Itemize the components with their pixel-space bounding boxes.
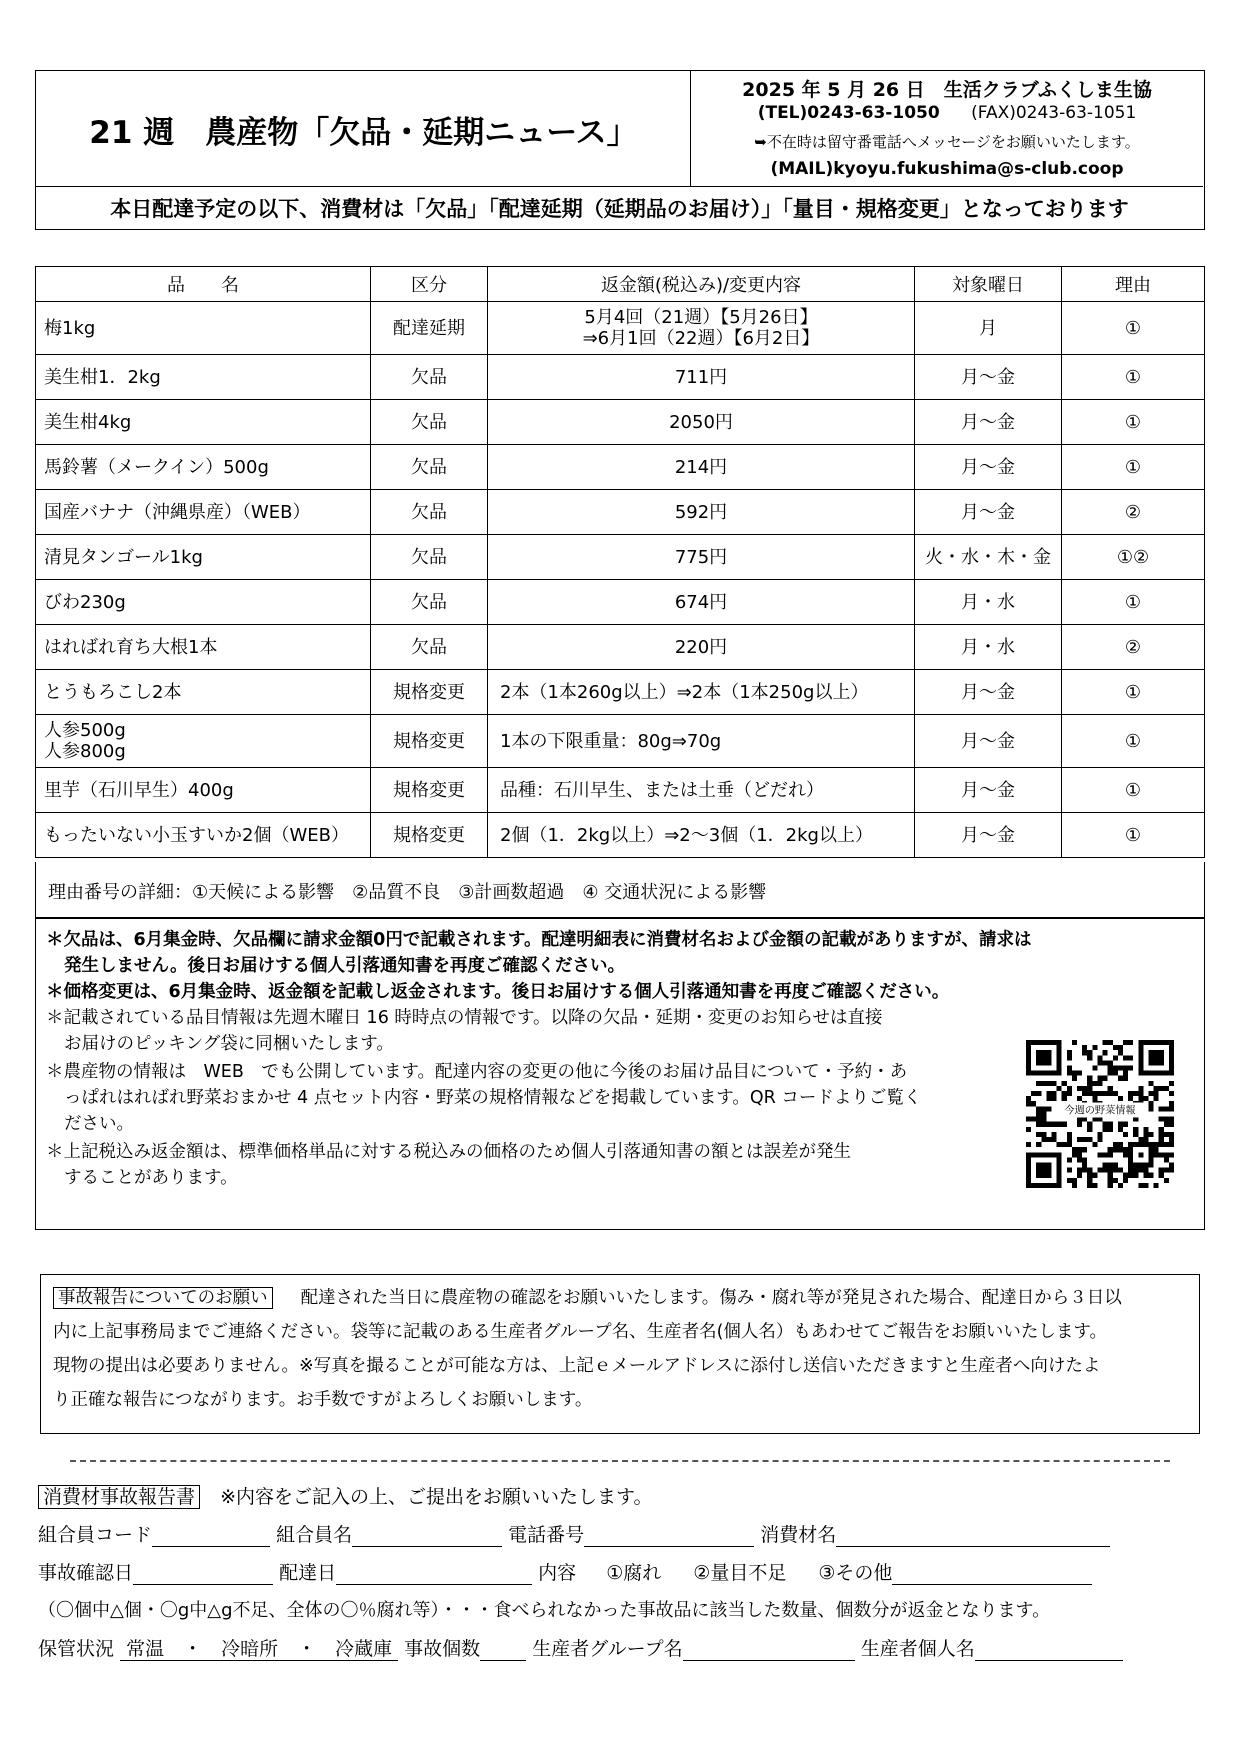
table-row <box>36 768 1205 813</box>
col-type: 区分 <box>371 267 488 302</box>
product-field[interactable] <box>836 1528 1110 1547</box>
reason-cell: ① <box>1062 670 1205 715</box>
item-name-cell: もったいない小玉すいか2個（WEB） <box>36 813 371 858</box>
form-header <box>38 1482 652 1509</box>
contact-cell <box>691 71 1203 187</box>
absence-note: ➥不在時は留守番電話へメッセージをお願いいたします。 <box>754 133 1140 151</box>
days-cell: 火・水・木・金 <box>915 535 1062 580</box>
accident-line-2: 内に上記事務局までご連絡ください。袋等に記載のある生産者グループ名、生産者名(個人名）もあわせてご報告をお願いいたします。 <box>53 1322 1108 1342</box>
note-info-1: ＊記載されている品目情報は先週木曜日 16 時時点の情報です。以降の欠品・延期・変更のお知らせは直接 <box>46 1008 883 1028</box>
detail-cell: 711円 <box>488 355 915 400</box>
reason-cell: ② <box>1062 490 1205 535</box>
category-cell: 欠品 <box>371 580 488 625</box>
page-title: 21 週 農産物「欠品・延期ニュース」 <box>89 114 638 151</box>
item-name-cell: 梅1kg <box>36 302 371 355</box>
notice-banner: 本日配達予定の以下、消費材は「欠品」「配達延期（延期品のお届け）」「量目・規格変更」となっております <box>110 196 1129 221</box>
days-cell: 月・水 <box>915 625 1062 670</box>
form-row-1 <box>38 1520 1110 1547</box>
category-cell: 欠品 <box>371 625 488 670</box>
days-cell: 月～金 <box>915 490 1062 535</box>
days-cell: 月～金 <box>915 768 1062 813</box>
delivery-date-field[interactable] <box>336 1566 532 1585</box>
cut-line <box>70 1460 1170 1462</box>
storage-label: 保管状況 <box>38 1638 115 1660</box>
item-name-cell: 里芋（石川早生）400g <box>36 768 371 813</box>
accident-request-box <box>40 1274 1200 1434</box>
table-row <box>36 813 1205 858</box>
accident-label: 事故報告についてのお願い <box>53 1287 273 1309</box>
table-row <box>36 670 1205 715</box>
note-shortage-2: 発生しません。後日お届けする個人引落通知書を再度ご確認ください。 <box>64 956 626 976</box>
note-web-1: ＊農産物の情報は WEB でも公開しています。配達内容の変更の他に今後のお届け品目について・予約・あ <box>46 1062 908 1082</box>
reason-cell: ① <box>1062 768 1205 813</box>
table-row <box>36 302 1205 355</box>
category-cell: 欠品 <box>371 355 488 400</box>
member-code-field[interactable] <box>152 1528 270 1547</box>
table-row <box>36 490 1205 535</box>
table-row <box>36 625 1205 670</box>
accident-line-1 <box>53 1281 1187 1315</box>
category-cell: 欠品 <box>371 400 488 445</box>
producer-name-field[interactable] <box>975 1642 1123 1661</box>
days-cell: 月・水 <box>915 580 1062 625</box>
confirm-date-field[interactable] <box>133 1566 273 1585</box>
member-name-label: 組合員名 <box>276 1524 353 1546</box>
category-cell: 規格変更 <box>371 813 488 858</box>
note-price: ＊価格変更は、6月集金時、返金額を記載し返金されます。後日お届けする個人引落通知書を再度ご確認ください。 <box>46 982 950 1002</box>
detail-cell: 2個（1．2kg以上）⇒2～3個（1．2kg以上） <box>488 813 915 858</box>
tel: (TEL)0243-63-1050 <box>757 103 940 123</box>
item-name-cell: 国産バナナ（沖縄県産）（WEB） <box>36 490 371 535</box>
product-label: 消費材名 <box>760 1524 837 1546</box>
reason-cell: ① <box>1062 355 1205 400</box>
table-row <box>36 445 1205 490</box>
item-name-cell: 美生柑4kg <box>36 400 371 445</box>
reason-cell: ② <box>1062 625 1205 670</box>
note-refund-1: ＊上記税込み返金額は、標準価格単品に対する税込みの価格のため個人引落通知書の額とは誤差が発生 <box>46 1142 851 1162</box>
option-rot[interactable]: ①腐れ <box>606 1562 662 1584</box>
detail-cell: 674円 <box>488 580 915 625</box>
category-cell: 規格変更 <box>371 670 488 715</box>
reason-legend: 理由番号の詳細：①天候による影響 ②品質不良 ③計画数超過 ④ 交通状況による影響 <box>35 862 1205 918</box>
fax: (FAX)0243-63-1051 <box>971 103 1137 123</box>
days-cell: 月 <box>915 302 1062 355</box>
category-cell: 規格変更 <box>371 715 488 768</box>
phone-label: 電話番号 <box>508 1524 585 1546</box>
accident-count-label: 事故個数 <box>404 1638 481 1660</box>
form-instruction: ※内容をご記入の上、ご提出をお願いいたします。 <box>220 1486 653 1508</box>
option-other[interactable]: ③その他 <box>818 1562 893 1584</box>
form-title: 消費材事故報告書 <box>38 1485 200 1509</box>
producer-name-label: 生産者個人名 <box>860 1638 975 1660</box>
detail-cell: 品種：石川早生、または土垂（どだれ） <box>488 768 915 813</box>
reason-cell: ① <box>1062 715 1205 768</box>
table-row <box>36 535 1205 580</box>
qr-code[interactable] <box>1026 1040 1174 1188</box>
detail-cell: 2050円 <box>488 400 915 445</box>
category-cell: 配達延期 <box>371 302 488 355</box>
col-reason: 理由 <box>1062 267 1205 302</box>
member-name-field[interactable] <box>352 1528 502 1547</box>
days-cell: 月～金 <box>915 400 1062 445</box>
phone-field[interactable] <box>584 1528 754 1547</box>
other-field[interactable] <box>892 1566 1092 1585</box>
detail-cell: 214円 <box>488 445 915 490</box>
item-name-cell: 馬鈴薯（メークイン）500g <box>36 445 371 490</box>
detail-cell: 5月4回（21週）【5月26日】 ⇒6月1回（22週）【6月2日】 <box>488 302 915 355</box>
note-web-2: っぱれはればれ野菜おまかせ 4 点セット内容・野菜の規格情報などを掲載しています。QR コードよりご覧く <box>64 1088 922 1108</box>
detail-cell: 2本（1本260g以上）⇒2本（1本250g以上） <box>488 670 915 715</box>
item-name-cell: はればれ育ち大根1本 <box>36 625 371 670</box>
table-body <box>36 302 1205 858</box>
reason-cell: ① <box>1062 813 1205 858</box>
detail-cell: 775円 <box>488 535 915 580</box>
days-cell: 月～金 <box>915 715 1062 768</box>
detail-cell: 220円 <box>488 625 915 670</box>
delivery-date-label: 配達日 <box>279 1562 337 1584</box>
accident-count-field[interactable] <box>480 1642 526 1661</box>
note-shortage-1: ＊欠品は、6月集金時、欠品欄に請求金額0円で記載されます。配達明細表に消費材名および金額の記載がありますが、請求は <box>46 930 1032 950</box>
storage-options[interactable]: 常温 ・ 冷暗所 ・ 冷蔵庫 <box>120 1638 398 1661</box>
note-web-3: ださい。 <box>64 1114 134 1134</box>
category-cell: 規格変更 <box>371 768 488 813</box>
table-row <box>36 400 1205 445</box>
shortage-table <box>35 266 1205 858</box>
note-refund-2: することがあります。 <box>64 1168 238 1188</box>
note-info-2: お届けのピッキング袋に同梱いたします。 <box>64 1034 394 1054</box>
detail-cell: 592円 <box>488 490 915 535</box>
producer-group-field[interactable] <box>683 1642 855 1661</box>
days-cell: 月～金 <box>915 355 1062 400</box>
category-cell: 欠品 <box>371 490 488 535</box>
table-row <box>36 355 1205 400</box>
table-row <box>36 580 1205 625</box>
qr-caption: 今週の野菜情報 <box>1064 1105 1136 1117</box>
detail-cell: 1本の下限重量：80g⇒70g <box>488 715 915 768</box>
item-name-cell: 人参500g 人参800g <box>36 715 371 768</box>
reason-cell: ① <box>1062 580 1205 625</box>
accident-line-3: 現物の提出は必要ありません。※写真を撮ることが可能な方は、上記ｅメールアドレスに添付し送信いただきますと生産者へ向けたよ <box>53 1356 1101 1376</box>
days-cell: 月～金 <box>915 670 1062 715</box>
item-name-cell: 美生柑1．2kg <box>36 355 371 400</box>
reason-cell: ① <box>1062 302 1205 355</box>
option-short-weight[interactable]: ②量目不足 <box>693 1562 787 1584</box>
reason-cell: ① <box>1062 445 1205 490</box>
col-detail: 返金額(税込み)/変更内容 <box>488 267 915 302</box>
quantity-note: （〇個中△個・〇g中△g不足、全体の〇％腐れ等）・・・食べられなかった事故品に該当した数量、個数分が返金となります。 <box>38 1600 1051 1621</box>
accident-line-4: り正確な報告につながります。お手数ですがよろしくお願いします。 <box>53 1390 593 1410</box>
days-cell: 月～金 <box>915 445 1062 490</box>
item-name-cell: とうもろこし2本 <box>36 670 371 715</box>
confirm-date-label: 事故確認日 <box>38 1562 134 1584</box>
item-name-cell: びわ230g <box>36 580 371 625</box>
accident-text-1: 配達された当日に農産物の確認をお願いいたします。傷み・腐れ等が発見された場合、配達日から３日以 <box>300 1288 1122 1308</box>
producer-group-label: 生産者グループ名 <box>532 1638 683 1660</box>
category-cell: 欠品 <box>371 535 488 580</box>
form-row-2 <box>38 1558 1092 1585</box>
header-box <box>35 70 1205 230</box>
date-org: 2025 年 5 月 26 日 生活クラブふくしま生協 <box>742 79 1152 101</box>
days-cell: 月～金 <box>915 813 1062 858</box>
reason-cell: ① <box>1062 400 1205 445</box>
item-name-cell: 清見タンゴール1kg <box>36 535 371 580</box>
table-header-row <box>36 267 1205 302</box>
title-cell <box>36 71 691 187</box>
col-name: 品 名 <box>36 267 371 302</box>
mail[interactable]: (MAIL)kyoyu.fukushima@s-club.coop <box>770 159 1124 179</box>
member-code-label: 組合員コード <box>38 1524 153 1546</box>
reason-cell: ①② <box>1062 535 1205 580</box>
content-label: 内容 <box>538 1562 577 1584</box>
table-row <box>36 715 1205 768</box>
category-cell: 欠品 <box>371 445 488 490</box>
col-days: 対象曜日 <box>915 267 1062 302</box>
tel-fax <box>691 103 1203 123</box>
form-row-4 <box>38 1634 1123 1661</box>
